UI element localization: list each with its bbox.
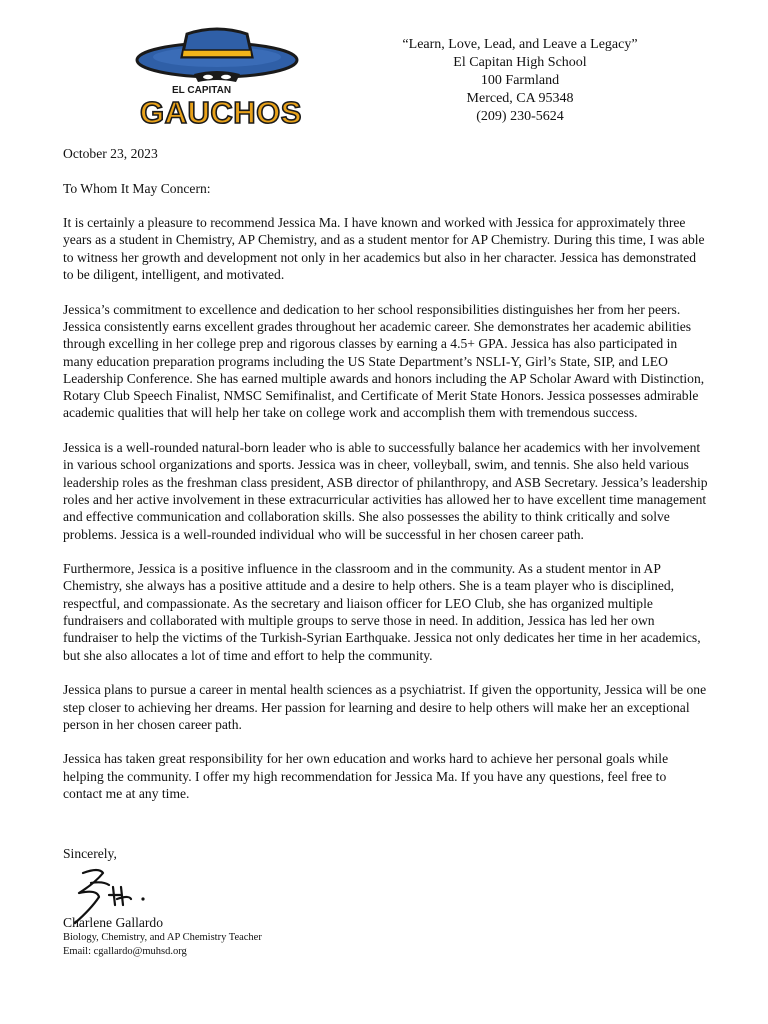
school-motto: “Learn, Love, Lead, and Leave a Legacy” bbox=[402, 37, 638, 52]
logo-line2: GAUCHOS bbox=[140, 95, 302, 130]
paragraph-6: Jessica has taken great responsibility for her own education and works hard to achieve her personal goals while helping the community. I offer my high recommendation for Jessica Ma. If you have any questions, feel free to contact me at any time. bbox=[63, 751, 669, 801]
salutation: To Whom It May Concern: bbox=[63, 180, 211, 196]
school-name: El Capitan High School bbox=[453, 55, 587, 70]
closing: Sincerely, bbox=[63, 846, 117, 861]
letterhead-address bbox=[380, 36, 660, 126]
paragraph-3: Jessica is a well-rounded natural-born leader who is able to successfully balance her academics with her involvement in various school organizations and sports. Jessica was in cheer, volleyball, swim, and tennis. She also held various leadership roles as the freshman class president, ASB director of philanthropy, and ASB Secretary. Jessica’s leadership roles and her active involvement in these extracurricular activities has allowed her to have excellent time management and effective communication and collaboration skills. She also possesses the ability to think critically and solve problems. Jessica is a well-rounded individual who will be successful in her chosen career path. bbox=[63, 440, 708, 542]
letter-body bbox=[63, 145, 708, 820]
school-street: 100 Farmland bbox=[480, 73, 560, 88]
paragraph-5: Jessica plans to pursue a career in mental health sciences as a psychiatrist. If given the opportunity, Jessica will be one step closer to achieving her dreams. Her passion for learning and desire to help others will make her an exceptional person in her chosen career path. bbox=[63, 682, 707, 732]
signature-block bbox=[63, 845, 463, 957]
school-city: Merced, CA 95348 bbox=[466, 91, 574, 106]
logo-line1: EL CAPITAN bbox=[172, 85, 232, 96]
signer-email: Email: cgallardo@muhsd.org bbox=[63, 946, 187, 957]
paragraph-4: Furthermore, Jessica is a positive influence in the classroom and in the community. As a student mentor in AP Chemistry, she always has a positive attitude and a desire to help others. She is a team player who is disciplined, respectful, and compassionate. As the secretary and liaison officer for LEO Club, she has organized multiple fundraisers and collaborated with multiple groups to serve those in need. In addition, Jessica has led her own fundraiser to help the victims of the Turkish-Syrian Earthquake. Jessica not only dedicates her time in her academics, but she also allocates a lot of time and effort to help the community. bbox=[63, 561, 701, 663]
signer-title: Biology, Chemistry, and AP Chemistry Teacher bbox=[63, 932, 262, 943]
gaucho-hat-logo-icon bbox=[132, 24, 302, 134]
signer-name: Charlene Gallardo bbox=[63, 915, 164, 930]
paragraph-1: It is certainly a pleasure to recommend Jessica Ma. I have known and worked with Jessica for approximately three years as a student in Chemistry, AP Chemistry, and as a student mentor for AP Chemistry. During this time, I was able to witness her growth and development not only in her academics but also in her character. Jessica has demonstrated to be diligent, intelligent, and motivated. bbox=[63, 215, 705, 283]
school-phone: (209) 230-5624 bbox=[476, 109, 564, 124]
letter-date: October 23, 2023 bbox=[63, 146, 158, 161]
paragraph-2: Jessica’s commitment to excellence and dedication to her school responsibilities distinguishes her from her peers. Jessica consistently earns excellent grades throughout her academic career. She demonstrates her academic abilities through excelling in her college prep and rigorous classes by earning a 4.5+ GPA. Jessica has also participated in many education preparation programs including the US State Department’s NSLI-Y, Girl’s State, SIP, and LEO Leadership Conference. She has earned multiple awards and honors including the AP Scholar Award with Distinction, Rotary Club Speech Finalist, NMSC Semifinalist, and Certificate of Merit State Honors. Jessica possesses admirable academic qualities that will help her take on college work and accomplish them with tremendous success. bbox=[63, 301, 705, 421]
school-logo bbox=[132, 24, 302, 134]
